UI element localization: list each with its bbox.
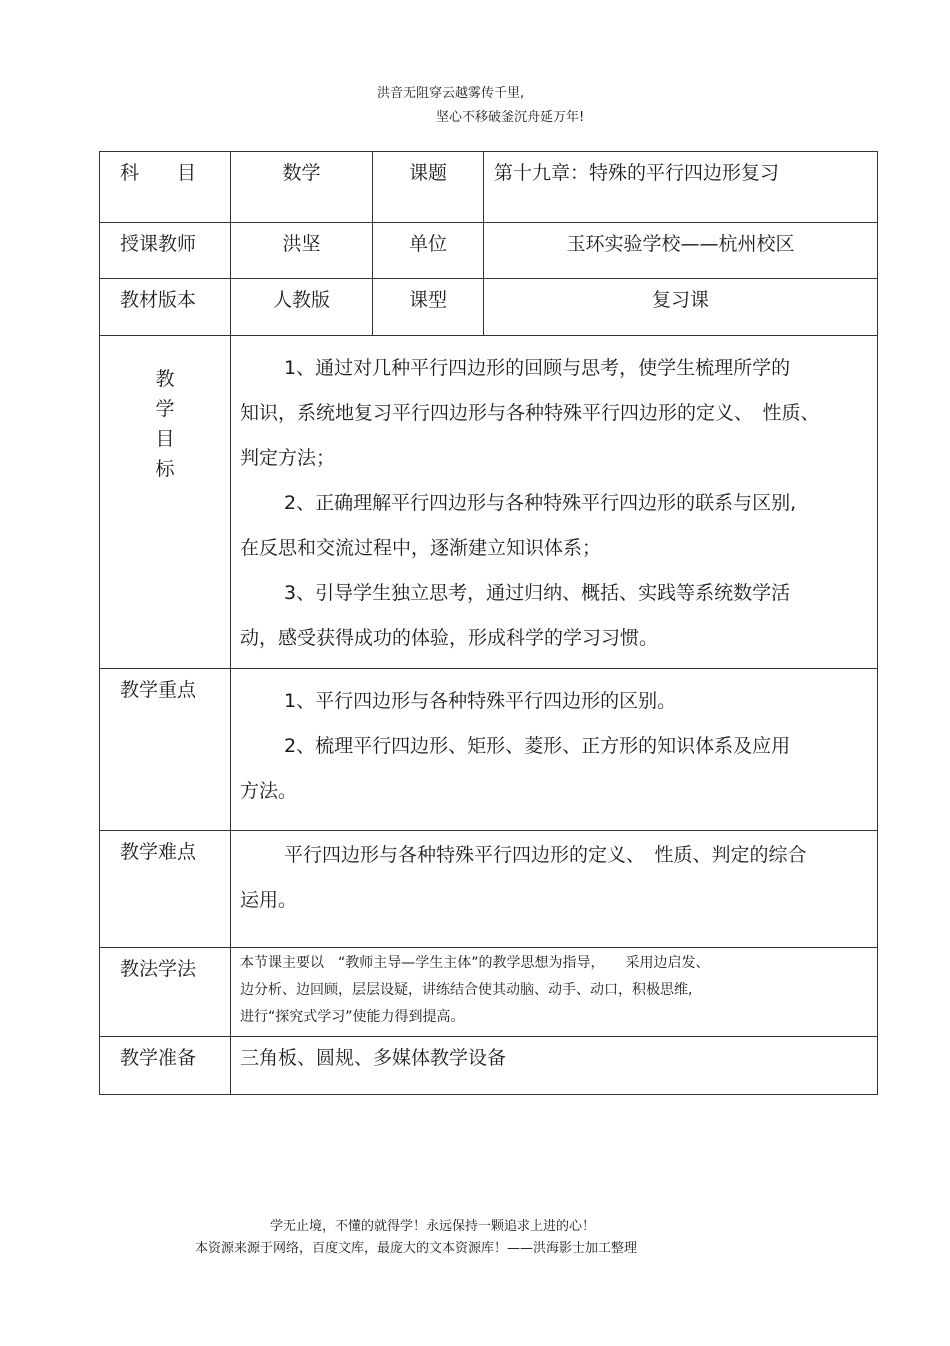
methods-line-2: 边分析、边回顾，层层设疑，讲练结合使其动脑、动手、动口，积极思维, (240, 982, 693, 998)
methods-content (231, 948, 878, 1037)
difficulties-label: 教学难点 (100, 831, 231, 948)
goals-label-char: 教 (155, 368, 175, 390)
table-row-subject (100, 152, 878, 223)
topic-value: 第十九章：特殊的平行四边形复习 (484, 152, 878, 223)
difficulty-line-2: 运用。 (240, 889, 298, 911)
key-point-2-line-2: 方法。 (240, 780, 298, 802)
header-motto-line-2: 坚心不移破釜沉舟延万年! (436, 110, 585, 125)
key-point-1: 1、平行四边形与各种特殊平行四边形的区别。 (284, 690, 677, 712)
methods-line-3: 进行“探究式学习”使能力得到提高。 (240, 1009, 465, 1025)
unit-label: 单位 (373, 223, 484, 279)
teacher-label: 授课教师 (100, 223, 231, 279)
table-row-preparation (100, 1037, 878, 1095)
table-row-key-points (100, 669, 878, 831)
key-points-label: 教学重点 (100, 669, 231, 831)
methods-line-1: 本节课主要以 “教师主导—学生主体”的教学思想为指导， 采用边启发、 (240, 955, 710, 971)
table-row-edition (100, 279, 878, 336)
edition-value: 人教版 (231, 279, 373, 336)
lesson-type-value: 复习课 (484, 279, 878, 336)
key-point-2-line-1: 2、梳理平行四边形、矩形、菱形、正方形的知识体系及应用 (284, 735, 791, 757)
goal-2-line-1: 2、正确理解平行四边形与各种特殊平行四边形的联系与区别, (284, 492, 797, 514)
table-row-teacher (100, 223, 878, 279)
goal-3-line-1: 3、引导学生独立思考，通过归纳、概括、实践等系统数学活 (284, 582, 791, 604)
table-row-goals (100, 336, 878, 669)
goal-1-line-3: 判定方法； (240, 447, 336, 469)
goals-label-char: 标 (155, 458, 175, 480)
footer-line-1: 学无止境，不懂的就得学！永远保持一颗追求上进的心！ (270, 1219, 596, 1234)
difficulty-line-1: 平行四边形与各种特殊平行四边形的定义、 性质、判定的综合 (284, 844, 807, 866)
lesson-type-label: 课型 (373, 279, 484, 336)
footer-line-2: 本资源来源于网络，百度文库，最庞大的文本资源库！——洪海影士加工整理 (195, 1241, 638, 1256)
unit-value: 玉环实验学校——杭州校区 (484, 223, 878, 279)
lesson-plan-table (99, 151, 878, 1095)
goal-1-line-2: 知识，系统地复习平行四边形与各种特殊平行四边形的定义、 性质、 (240, 402, 820, 424)
goals-label (100, 336, 231, 669)
topic-label: 课题 (373, 152, 484, 223)
edition-label: 教材版本 (100, 279, 231, 336)
teacher-value: 洪坚 (231, 223, 373, 279)
header-motto-line-1: 洪音无阻穿云越雾传千里, (377, 86, 525, 101)
table-row-difficulties (100, 831, 878, 948)
subject-label: 科 目 (100, 152, 231, 223)
goal-3-line-2: 动，感受获得成功的体验，形成科学的学习习惯。 (240, 627, 659, 649)
table-row-methods (100, 948, 878, 1037)
difficulties-content (231, 831, 878, 948)
preparation-label: 教学准备 (100, 1037, 231, 1095)
goal-2-line-2: 在反思和交流过程中，逐渐建立知识体系； (240, 537, 602, 559)
goals-content (231, 336, 878, 669)
methods-label: 教法学法 (100, 948, 231, 1037)
goals-label-char: 学 (155, 398, 175, 420)
subject-value: 数学 (231, 152, 373, 223)
preparation-value: 三角板、圆规、多媒体教学设备 (231, 1037, 878, 1095)
key-points-content (231, 669, 878, 831)
goals-label-char: 目 (155, 428, 175, 450)
goal-1-line-1: 1、通过对几种平行四边形的回顾与思考，使学生梳理所学的 (284, 357, 791, 379)
